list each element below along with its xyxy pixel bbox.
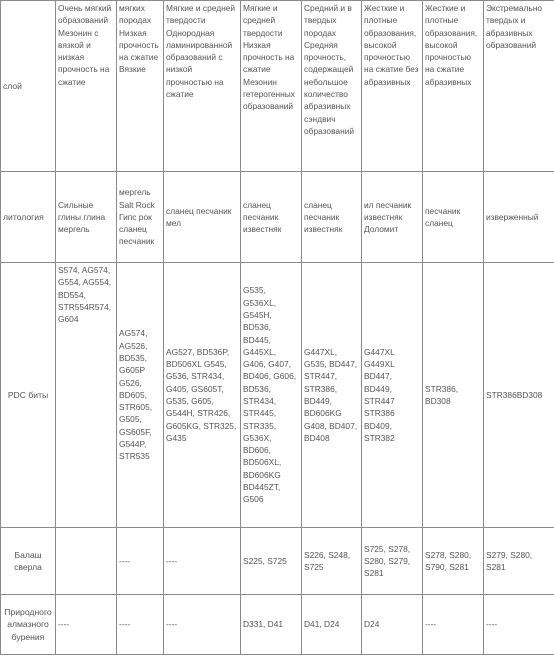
table-row <box>1 172 554 263</box>
table-cell: Экстремально твердых и абразивных образований <box>484 1 554 172</box>
table-cell: AG527, BD536P, BD506XL G545, G536, STR434, G405, GS605T, G535, G605, G544H, STR426, G605KG, STR325, G435 <box>164 263 241 528</box>
table-cell: S574, AG574, G554, AG554, BD554, STR554R574, G604 <box>56 263 117 528</box>
row-header-layer: слой <box>1 1 56 172</box>
table-cell <box>56 528 117 595</box>
table-cell: D41, D24 <box>302 595 362 655</box>
table-cell: S278, S280, S790, S281 <box>423 528 484 595</box>
table-row <box>1 528 554 595</box>
table-cell: ил песчаник известняк Доломит <box>362 172 423 263</box>
table-cell: сланец песчаник мел <box>164 172 241 263</box>
table-cell: изверженный <box>484 172 554 263</box>
table-cell: Жесткие и плотные образования, высокой прочностью на сжатие без абразивных <box>362 1 423 172</box>
table-cell: G447XL G449XL BD447, BD449, STR447 STR386 BD409, STR382 <box>362 263 423 528</box>
table-cell: Сильные глины глина мергель <box>56 172 117 263</box>
row-header-natural-diamond-drilling: Природного алмазного бурения <box>1 595 56 655</box>
table-cell: Мягкие и средней твердости Низкая прочность на сжатие Мезонин гетерогенных образований <box>241 1 302 172</box>
table-cell: песчаник сланец <box>423 172 484 263</box>
row-header-lithology: литология <box>1 172 56 263</box>
row-header-pdc-bits: PDC биты <box>1 263 56 528</box>
table-cell: сланец песчаник известняк <box>241 172 302 263</box>
table-cell: мергель Salt Rock Гипс рок сланец песчаник <box>117 172 164 263</box>
table-cell: Мягкие и средней твердости Однородная ламинированной образований с низкой прочностью на сжатие <box>164 1 241 172</box>
table-cell: AG574, AG526, BD535, G605P G526, BD605, STR605, G505, GS605F, G544P, STR535 <box>117 263 164 528</box>
table-row <box>1 1 554 172</box>
table-cell: STR386BD308 <box>484 263 554 528</box>
table-cell: S225, S725 <box>241 528 302 595</box>
table-cell: G447XL, G535, BD447, STR447, STR386, BD449, BD606KG G408, BD407, BD408 <box>302 263 362 528</box>
row-header-ballast-drills: Балаш сверла <box>1 528 56 595</box>
table-cell: мягких породах Низкая прочность на сжатие Вязкие <box>117 1 164 172</box>
table-cell: ---- <box>117 528 164 595</box>
table-cell: Жесткие и плотные образования, высокой прочностью на сжатие абразивных <box>423 1 484 172</box>
table-cell: ---- <box>484 595 554 655</box>
table-cell: Очень мягкий образований Мезонин с вязкой и низкая прочность на сжатие <box>56 1 117 172</box>
table-row <box>1 263 554 528</box>
table-cell: ---- <box>164 595 241 655</box>
table-cell: STR386, BD308 <box>423 263 484 528</box>
table-cell: ---- <box>423 595 484 655</box>
table-cell: сланец песчаник известняк <box>302 172 362 263</box>
table-cell: ---- <box>164 528 241 595</box>
table-row <box>1 595 554 655</box>
table-cell: S226, S248, S725 <box>302 528 362 595</box>
table-cell: Средний и в твердых породах Средняя прочность, содержащей небольшое количество абразивных сэндвич образований <box>302 1 362 172</box>
table-cell: S279, S280, S281 <box>484 528 554 595</box>
table-cell: ---- <box>56 595 117 655</box>
table-cell: D24 <box>362 595 423 655</box>
table-cell: S725, S278, S280, S279, S281 <box>362 528 423 595</box>
table-cell: G535, G536XL, G545H, BD536, BD445, G445XL, G406, G407, BD406, G606, BD536, STR434, STR445, STR335, G536X, BD606, BD506XL, BD606KG BD445ZT, G506 <box>241 263 302 528</box>
table-cell: ---- <box>117 595 164 655</box>
table-cell: D331, D41 <box>241 595 302 655</box>
